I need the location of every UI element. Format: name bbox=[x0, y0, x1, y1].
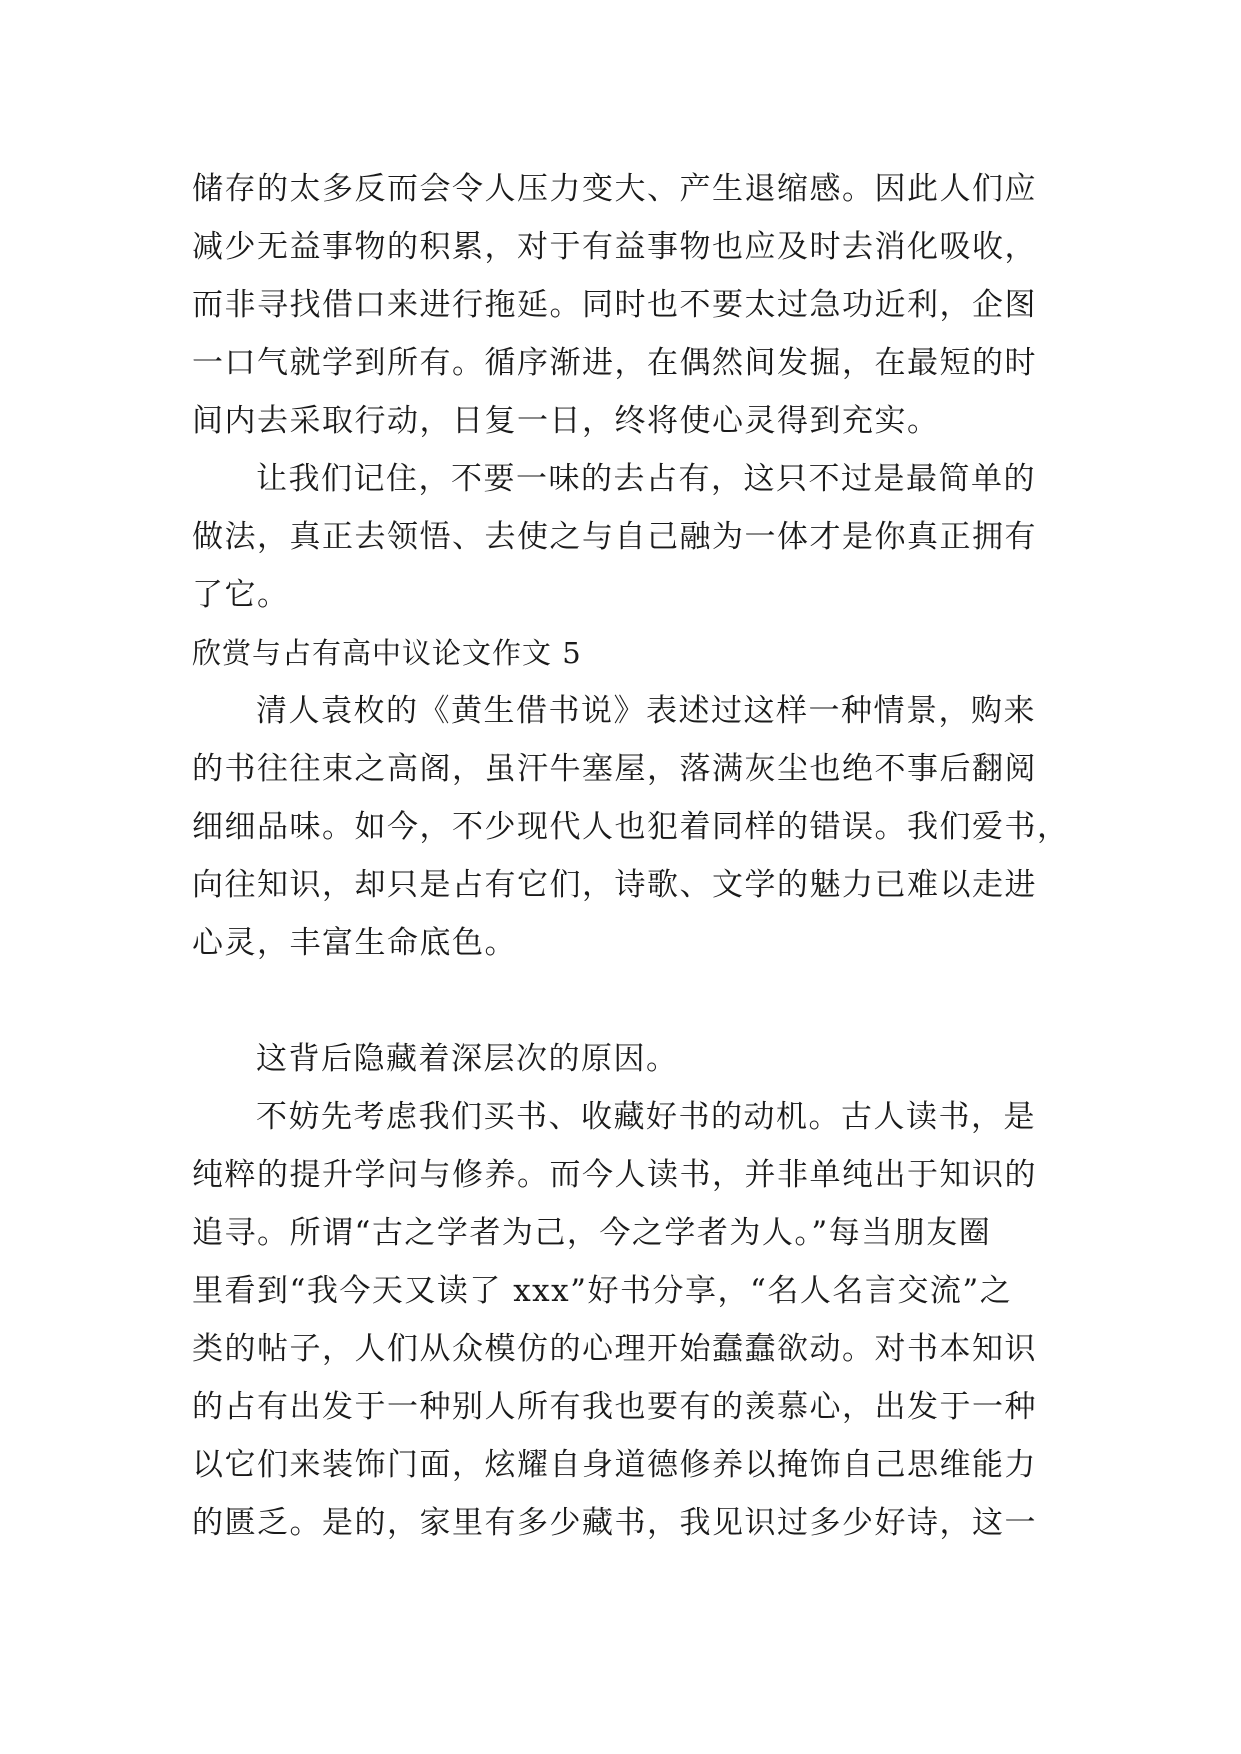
paragraph-line: 做法，真正去领悟、去使之与自己融为一体才是你真正拥有 bbox=[192, 519, 1037, 555]
paragraph-line: 里看到“我今天又读了 xxx”好书分享，“名人名言交流”之 bbox=[192, 1273, 1013, 1309]
paragraph-line: 了它。 bbox=[192, 577, 290, 613]
paragraph-line: 细细品味。如今，不少现代人也犯着同样的错误。我们爱书， bbox=[192, 809, 1070, 845]
paragraph-line: 的书往往束之高阁，虽汗牛塞屋，落满灰尘也绝不事后翻阅 bbox=[192, 751, 1037, 787]
paragraph-line: 的匮乏。是的，家里有多少藏书，我见识过多少好诗，这一 bbox=[192, 1505, 1037, 1541]
paragraph-line: 一口气就学到所有。循序渐进，在偶然间发掘，在最短的时 bbox=[192, 345, 1037, 381]
paragraph-line: 减少无益事物的积累，对于有益事物也应及时去消化吸收， bbox=[192, 229, 1037, 265]
paragraph-line: 向往知识，却只是占有它们，诗歌、文学的魅力已难以走进 bbox=[192, 867, 1037, 903]
paragraph-line: 类的帖子，人们从众模仿的心理开始蠢蠢欲动。对书本知识 bbox=[192, 1331, 1037, 1367]
paragraph-line: 追寻。所谓“古之学者为己，今之学者为人。”每当朋友圈 bbox=[192, 1215, 992, 1251]
paragraph-line: 的占有出发于一种别人所有我也要有的羡慕心，出发于一种 bbox=[192, 1389, 1037, 1425]
paragraph-line: 让我们记住，不要一味的去占有，这只不过是最简单的 bbox=[256, 461, 1036, 497]
paragraph-line: 清人袁枚的《黄生借书说》表述过这样一种情景，购来 bbox=[256, 693, 1036, 729]
paragraph-line: 间内去采取行动，日复一日，终将使心灵得到充实。 bbox=[192, 403, 940, 439]
paragraph-line: 心灵，丰富生命底色。 bbox=[192, 925, 517, 961]
blank-line bbox=[192, 972, 1072, 1030]
paragraph-line: 储存的太多反而会令人压力变大、产生退缩感。因此人们应 bbox=[192, 171, 1037, 207]
document-body bbox=[192, 160, 1072, 1552]
paragraph-line: 这背后隐藏着深层次的原因。 bbox=[256, 1041, 679, 1077]
paragraph-line: 以它们来装饰门面，炫耀自身道德修养以掩饰自己思维能力 bbox=[192, 1447, 1037, 1483]
paragraph-line: 而非寻找借口来进行拖延。同时也不要太过急功近利，企图 bbox=[192, 287, 1037, 323]
section-heading: 欣赏与占有高中议论文作文 5 bbox=[192, 636, 582, 670]
paragraph-line: 不妨先考虑我们买书、收藏好书的动机。古人读书，是 bbox=[256, 1099, 1036, 1135]
paragraph-line: 纯粹的提升学问与修养。而今人读书，并非单纯出于知识的 bbox=[192, 1157, 1037, 1193]
